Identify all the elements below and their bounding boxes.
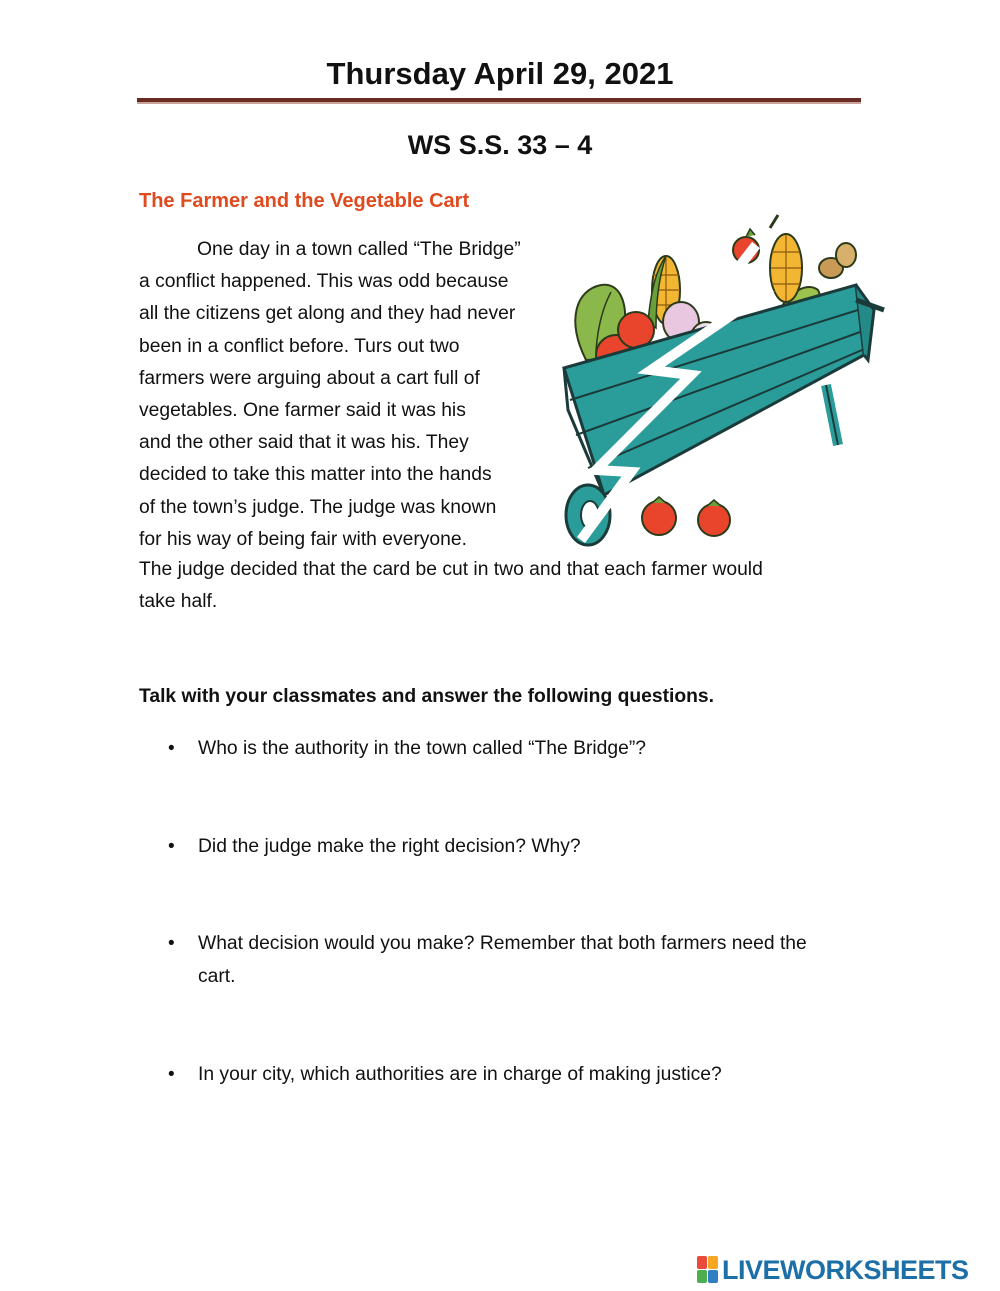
story-line: and the other said that it was his. They bbox=[139, 432, 469, 454]
story-line: decided to take this matter into the hands bbox=[139, 464, 492, 486]
story-line: farmers were arguing about a cart full of bbox=[139, 367, 480, 389]
vegetable-cart-illustration bbox=[556, 210, 886, 555]
header-rule-shadow bbox=[137, 102, 861, 104]
story-line: vegetables. One farmer said it was his bbox=[139, 400, 466, 422]
questions-instruction: Talk with your classmates and answer the following questions. bbox=[139, 686, 714, 707]
story-line: One day in a town called “The Bridge” bbox=[197, 239, 521, 260]
story-line: all the citizens get along and they had never bbox=[139, 303, 516, 325]
question-item bbox=[168, 928, 848, 993]
question-text: Did the judge make the right decision? Why? bbox=[198, 836, 581, 857]
story-line: for his way of being fair with everyone. bbox=[139, 528, 467, 550]
question-item bbox=[168, 733, 848, 766]
story-line: a conflict happened. This was odd because bbox=[139, 271, 509, 293]
bullet-icon: • bbox=[168, 933, 175, 954]
logo-text: LIVEWORKSHEETS bbox=[722, 1254, 969, 1285]
worksheet-title: WS S.S. 33 – 4 bbox=[407, 130, 593, 160]
date-title: Thursday April 29, 2021 bbox=[326, 56, 674, 91]
story-paragraph bbox=[139, 234, 559, 556]
story-line: take half. bbox=[139, 591, 218, 613]
question-text: In your city, which authorities are in charge of making justice? bbox=[198, 1064, 722, 1085]
story-title: The Farmer and the Vegetable Cart bbox=[139, 190, 470, 212]
bullet-icon: • bbox=[168, 836, 175, 857]
story-line: of the town’s judge. The judge was known bbox=[139, 496, 497, 518]
story-ending bbox=[139, 554, 859, 618]
question-item bbox=[168, 1059, 848, 1092]
story-line: The judge decided that the card be cut in two and that each farmer would bbox=[139, 559, 763, 580]
bullet-icon: • bbox=[168, 738, 175, 759]
liveworksheets-logo[interactable] bbox=[697, 1255, 969, 1285]
liveworksheets-logo-icon bbox=[697, 1256, 719, 1284]
question-text: What decision would you make? Remember that both farmers need the cart. bbox=[198, 933, 807, 987]
question-text: Who is the authority in the town called “The Bridge”? bbox=[198, 738, 646, 759]
story-line: been in a conflict before. Turs out two bbox=[139, 335, 460, 357]
question-item bbox=[168, 831, 848, 864]
bullet-icon: • bbox=[168, 1064, 175, 1085]
